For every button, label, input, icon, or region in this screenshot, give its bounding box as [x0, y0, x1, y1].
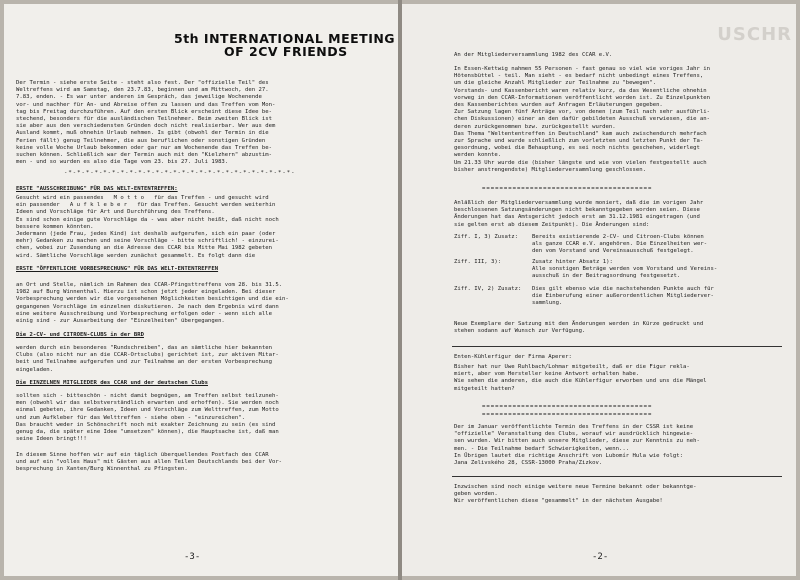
- paragraph-closing: In diesem Sinne hoffen wir auf ein täglich überquellendes Postfach des CCAR und auf ein "volles Haus" mit Gästen aus allen Teilen Deutschlands bei der Vor- besprechung in Xanten/Burg Winnenthal zu Pfingsten.: [16, 452, 283, 473]
- paragraph-termine: Inzwischen sind noch einige weitere neue Termine bekannt oder bekanntge- geben worden. Wir veröffentlichen diese "gesammelt" in der nächsten Ausgabe!: [454, 484, 697, 505]
- ziffer-text-2: Zusatz hinter Absatz 1): Alle sonstigen Beträge werden vom Vorstand und Vereins- ausschuß in der Beitragsordnung festgesetzt.: [532, 259, 718, 280]
- separator: -*-*-*-*-*-*-*-*-*-*-*-*-*-*-*-*-*-*-*-*-*-*-*-*-*-*-: [64, 170, 296, 176]
- heading-kuehlerfigur: Enten-Kühlerfigur der Firma Aperer:: [454, 354, 572, 360]
- paragraph-heading-versammlung: An der Mitgliederversammlung 1982 des CCAR e.V.: [454, 52, 613, 58]
- left-page: [4, 4, 398, 576]
- section-heading-clubs: Die 2-CV- und CITROEN-CLUBS in der BRD: [16, 332, 144, 338]
- separator: =======================================: [482, 186, 653, 192]
- ziffer-text-3: Dies gilt ebenso wie die nachstehenden Punkte auch für die Einberufung einer außerordentlichen Mitgliederver- sammlung.: [532, 286, 714, 307]
- paragraph-vorbesprechung: an Ort und Stelle, nämlich im Rahmen des CCAR-Pfingsttreffens vom 28. bis 31.5. 1982 auf Burg Winnenthal. Hierzu ist schon jetzt jeder eingeladen. Bei dieser Vorbesprechung werden wir die vorgesehenen Möglichkeiten besichtigen und die ein- gegangenen Vorschläge im einzelnen diskutieren. Je nach dem Ergebnis wird dann eine weitere Ausschreibung und Vorbesprechung erfolgen oder - wenn sich alle einig sind - zur Ausarbeitung der "Einzelheiten" übergegangen.: [16, 282, 289, 325]
- ziffer-label-2: Ziff. III, 3):: [454, 259, 502, 265]
- ziffer-text-1: Bereits existierende 2-CV- und Citroen-Clubs können als ganze CCAR e.V. angehören. Die Einzelheiten wer- den vom Vorstand und Vereinsausschuß festgelegt.: [532, 234, 708, 255]
- page-title: [174, 32, 395, 58]
- section-heading-vorbesprechung: ERSTE "ÖFFENTLICHE VORBESPRECHUNG" FÜR DAS WELT-ENTENTREFFEN: [16, 266, 219, 272]
- box-bottom-rule: [452, 476, 782, 477]
- separator: =======================================: [482, 412, 653, 418]
- paragraph-satzung: Anläßlich der Mitgliederversammlung wurde moniert, daß die im vorigen Jahr beschlossenen Satzungsänderungen nicht bekanntgegeben worden seien. Diese Änderungen hat das Amtsgericht jedoch erst am 31.12.1981 eingetragen (und sie gelten erst ab diesem Zeitpunkt). Die Änderungen sind:: [454, 200, 704, 228]
- paragraph-mitglieder: sollten sich - bitteschön - nicht damit begnügen, am Treffen selbst teilzuneh- men (obwohl wir das selbstverständlich erwarten und erhoffen). Sie werden noch einmal gebeten, ihre Gedanken, Ideen und Vorschläge zum Welttreffen, zum Motto und zum Aufkleber für das Welttreffen - siehe oben - "einzureichen". Das braucht weder in Schönschrift noch mit exakter Zeichnung zu sein (es sind genug da, die später eine Idee "umsetzen" können), die Hauptsache ist, daß man seine Ideen bringt!!!: [16, 393, 279, 443]
- separator: =======================================: [482, 404, 653, 410]
- section-heading-ausschreibung: ERSTE "AUSSCHREIBUNG" FÜR DAS WELT-ENTENTREFFEN:: [16, 186, 178, 192]
- paragraph-clubs: werden durch ein besonderes "Rundschreiben", das an sämtliche hier bekannten Clubs (also nicht nur an die CCAR-Ortsclubs) gerichtet ist, zur aktiven Mitar- beit und Teilnahme aufgerufen und zur Teilnahme an der ersten Vorbesprechung eingeladen.: [16, 345, 279, 373]
- box-top-rule: [452, 346, 782, 347]
- paragraph-kuehlerfigur: Bisher hat nur Uwe Ruhlbach/Lohmar mitgeteilt, daß er die Figur rekla- miert, aber vom Hersteller keine Antwort erhalten habe. Wie sehen die anderen, die auch die Kühlerfigur erworben und uns die Mängel mitgeteilt hatten?: [454, 364, 707, 392]
- title-line-2: OF 2CV FRIENDS: [224, 44, 348, 59]
- right-page: [402, 4, 796, 576]
- ziffer-label-1: Ziff. I, 3) Zusatz:: [454, 234, 518, 240]
- section-heading-mitglieder: Die EINZELNEN MITGLIEDER des CCAR und der deutschen Clubs: [16, 380, 208, 386]
- paragraph-exemplare: Neue Exemplare der Satzung mit den Änderungen werden in Kürze gedruckt und stehen sodann auf Wunsch zur Verfügung.: [454, 321, 704, 335]
- paragraph-versammlung: In Essen-Kettwig nahmen 55 Personen - fast genau so viel wie voriges Jahr in Hötensbüttel - teil. Man sieht - es bedarf nicht unbedingt eines Treffens, um die gleiche Anzahl Mitglieder zur Teilnahme zu "bewegen". Vorstands- und Kassenbericht waren relativ kurz, da das Wesentliche ohnehin vorweg in den CCAR-Informationen veröffentlicht worden ist. Zu Einzelpunkten des Kassenberichtes wurden auf Anfragen Erläuterungen gegeben. Zur Satzung lagen fünf Anträge vor, von denen (zum Teil nach sehr ausführli- chen Diskussionen) einer an den dafür gebildeten Ausschuß verwiesen, die an- deren zurückgenommen bzw. zurückgestellt wurden. Das Thema "Weltententreffen in Deutschland" kam auch zwischendurch mehrfach zur Sprache und wurde schließlich zum vorletzten und letzten Punkt der Ta- gesordnung, wobei die Behauptung, es sei noch nichts geschehen, widerlegt werden konnte. Um 21.33 Uhr wurde die (bisher längste und wie von vielen festgestellt auch bisher anstrengendste) Mitgliederversammlung geschlossen.: [454, 66, 710, 173]
- page-number: -3-: [184, 552, 201, 562]
- page-number: -2-: [592, 552, 609, 562]
- title-line-1: 5th INTERNATIONAL MEETING: [174, 31, 396, 46]
- bleed-through-text: USCHR: [717, 24, 792, 45]
- intro-paragraph: Der Termin - siehe erste Seite - steht also fest. Der "offizielle Teil" des Weltreffens wird am Samstag, den 23.7.83, beginnen und am Mittwoch, den 27. 7.83, enden. - Es war unter anderen im Gespräch, das jeweilige Wochenende vor- und nachher für An- und Abreise offen zu lassen und das Treffen vom Mon- tag bis Freitag durchzuführen. Auf den ersten Blick erscheint diese Idee be- stechend, besonders für die ausländischen Teilnehmer. Beim zweiten Blick ist sie aber aus den verschiedensten Gründen doch nicht realisierbar. Wer aus dem Ausland kommt, muß ohnehin Urlaub nehmen. Is gibt (obwohl der Termin in die Ferien fällt) genug Teilnehmer, die aus beruflichen oder sonstigen Gründen keine volle Woche Urlaub bekommen oder gar nur am Wochenende das Treffen be- suchen können. Schließlich war der Termin auch mit den "Kielzhern" abzustim- men - und so wurden es also die Tage vom 23. bis 27. Juli 1983.: [16, 80, 276, 166]
- ziffer-label-3: Ziff. IV, 2) Zusatz:: [454, 286, 522, 292]
- paragraph-ausschreibung: Gesucht wird ein passendes M o t t o für das Treffen - und gesucht wird ein passender A u f k l e b e r für das Treffen. Gesucht werden weiterhin Ideen und Vorschläge für Art und Durchführung des Treffens. Es sind schon einige gute Vorschläge da - was aber nicht heißt, daß nicht noch bessere kommen könnten. Jedermann (jede Frau, jedes Kind) ist deshalb aufgerufen, sich ein paar (oder mehr) Gedanken zu machen und seine Vorschläge - bitte schriftlich! - einzurei- chen, wobei zur Zusendung an die Adresse des CCAR bis Mitte Mai 1982 gebeten wird. Sämtliche Vorschläge werden zunächst gesammelt. Es folgt dann die: [16, 195, 279, 259]
- paragraph-cssr: Der im Januar veröffentlichte Termin des Treffens in der CSSR ist keine "offizielle" Veranstaltung des Clubs, worauf wir ausdrücklich hingewie- sen wurden. Wir bitten auch unsere Mitglieder, diese zur Kenntnis zu neh- men. - Die Teilnahme bedarf Schwierigkeiten, wenn... In Übrigen lautet die richtige Anschrift von Lubomír Hula wie folgt: Jana Zelivského 28, CSSR-13000 Praha/Zizkov.: [454, 424, 700, 467]
